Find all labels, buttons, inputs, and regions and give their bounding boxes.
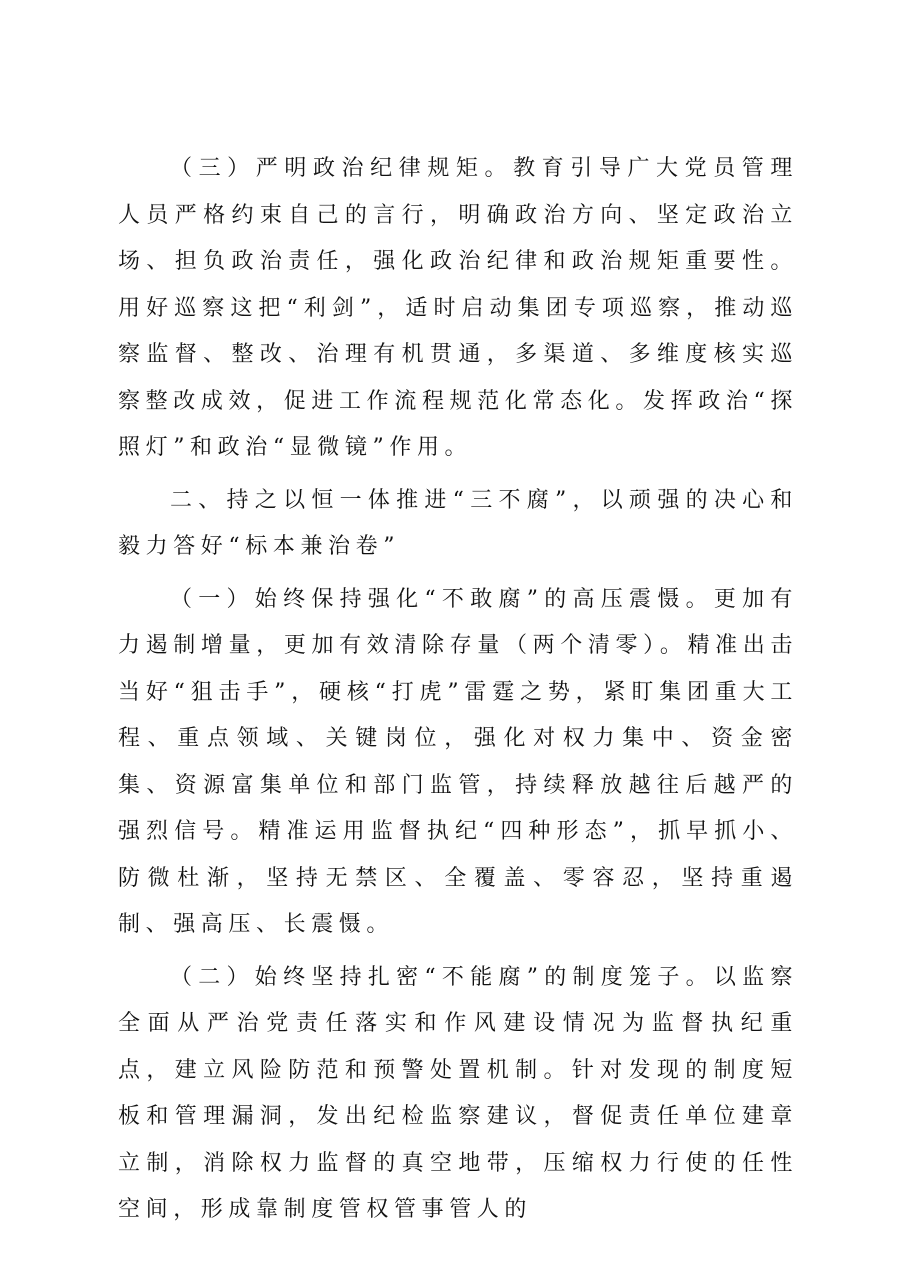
paragraph-dare-not-corrupt: （一）始终保持强化“不敢腐”的高压震慑。更加有力遏制增量，更加有效清除存量（两个清零）。精准出击当好“狙击手”，硬核“打虎”雷霆之势，紧盯集团重大工程、重点领域、关键岗位，强化对权力集中、资金密集、资源富集单位和部门监管，持续释放越往后越严的强烈信号。精准运用监督执纪“四种形态”，抓早抓小、防微杜渐，坚持无禁区、全覆盖、零容忍，坚持重遏制、强高压、长震慑。 [118,586,798,937]
document-page [118,146,798,1240]
section-heading-three-no-corruption: 二、持之以恒一体推进“三不腐”，以顽强的决心和毅力答好“标本兼治卷” [118,487,798,559]
paragraph-cannot-corrupt: （二）始终坚持扎密“不能腐”的制度笼子。以监察全面从严治党责任落实和作风建设情况为监督执纪重点，建立风险防范和预警处置机制。针对发现的制度短板和管理漏洞，发出纪检监察建议，督促责任单位建章立制，消除权力监督的真空地带，压缩权力行使的任性空间，形成靠制度管权管事管人的 [118,964,798,1222]
paragraph-political-discipline: （三）严明政治纪律规矩。教育引导广大党员管理人员严格约束自己的言行，明确政治方向、坚定政治立场、担负政治责任，强化政治纪律和政治规矩重要性。用好巡察这把“利剑”，适时启动集团专项巡察，推动巡察监督、整改、治理有机贯通，多渠道、多维度核实巡察整改成效，促进工作流程规范化常态化。发挥政治“探照灯”和政治“显微镜”作用。 [118,156,798,460]
